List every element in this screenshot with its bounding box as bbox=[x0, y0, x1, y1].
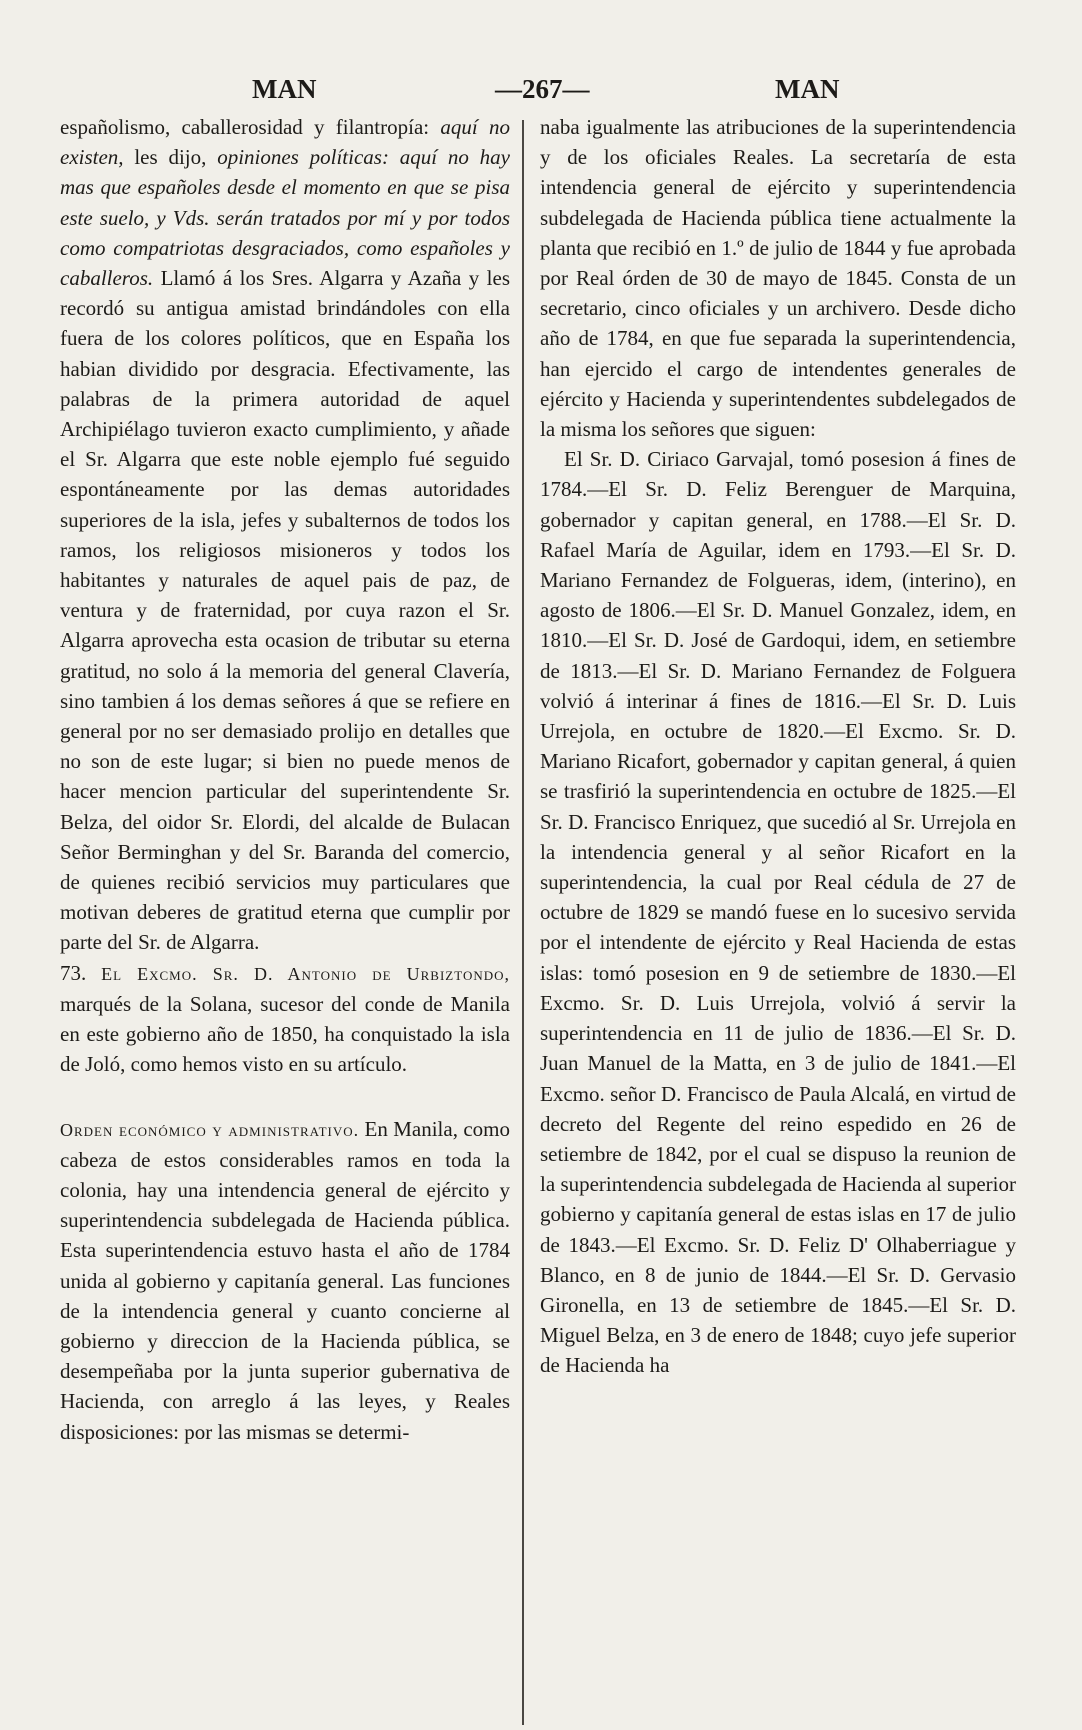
right-paragraph-1: naba igualmente las atribuciones de la superintendencia y de los oficiales Reales. La secretaría de esta intendencia general de ejército y superintendencia subdelegada de Hacienda pública tiene actualmente la planta que recibió en 1.º de julio de 1844 y fue aprobada por Real órden de 30 de mayo de 1845. Consta de un secretario, cinco oficiales y un archivero. Desde dicho año de 1784, en que fue separada la superintendencia, han ejercido el cargo de intendentes generales de ejército y Hacienda y superintendentes subdelegados de la misma los señores que siguen: bbox=[540, 115, 1016, 442]
right-column bbox=[540, 112, 1016, 1381]
left-paragraph-2: 73. El Excmo. Sr. D. Antonio de Urbiztondo, marqués de la Solana, sucesor del conde de Manila en este gobierno año de 1850, ha conquistado la isla de Joló, como hemos visto en su artículo. bbox=[60, 960, 510, 1077]
header-right-word: MAN bbox=[775, 74, 840, 104]
paragraph-spacer bbox=[60, 1080, 510, 1114]
left-paragraph-1: españolismo, caballerosidad y filantropía: aquí no existen, les dijo, opiniones políticas: aquí no hay mas que españoles desde el momento en que se pisa este suelo, y Vds. serán tratados por mí y por todos como compatriotas desgraciados, como españoles y caballeros. Llamó á los Sres. Algarra y Azaña y les recordó su antigua amistad brindándoles con ella fuera de los colores políticos, que en España los habian dividido por desgracia. Efectivamente, las palabras de la primera autoridad de aquel Archipiélago tuvieron exacto cumplimiento, y añade el Sr. Algarra que este noble ejemplo fué seguido espontáneamente por las demas autoridades superiores de la isla, jefes y subalternos de todos los ramos, los religiosos misioneros y todos los habitantes y naturales de aquel pais de paz, de ventura y de fraternidad, por cuya razon el Sr. Algarra aprovecha esta ocasion de tributar su eterna gratitud, no solo á la memoria del general Clavería, sino tambien á los demas señores á que se refiere en general por no ser demasiado prolijo en detalles que no son de este lugar; si bien no puede menos de hacer mencion particular del superintendente Sr. Belza, del oidor Sr. Elordi, del alcalde de Bulacan Señor Berminghan y del Sr. Baranda del comercio, de quienes recibió servicios muy particulares que motivan deberes de gratitud eterna que cumplir por parte del Sr. de Algarra. bbox=[60, 115, 510, 955]
column-divider bbox=[522, 120, 524, 1725]
article-heading: El Excmo. Sr. D. Antonio de Urbiztondo, bbox=[101, 963, 510, 984]
running-header bbox=[0, 74, 1082, 110]
left-column bbox=[60, 112, 510, 1447]
section-heading: Orden económico y administrativo. bbox=[60, 1119, 360, 1140]
right-paragraph-2: El Sr. D. Ciriaco Garvajal, tomó posesion á fines de 1784.—El Sr. D. Feliz Berenguer de Marquina, gobernador y capitan general, en 1788.—El Sr. D. Rafael María de Aguilar, idem en 1793.—El Sr. D. Mariano Fernandez de Folgueras, idem, (interino), en agosto de 1806.—El Sr. D. Manuel Gonzalez, idem, en 1810.—El Sr. D. José de Gardoqui, idem, en setiembre de 1813.—El Sr. D. Mariano Fernandez de Folguera volvió á interinar á fines de 1816.—El Sr. D. Luis Urrejola, en octubre de 1820.—El Excmo. Sr. D. Mariano Ricafort, gobernador y capitan general, á quien se trasfirió la superintendencia en octubre de 1825.—El Sr. D. Francisco Enriquez, que sucedió al Sr. Urrejola en la intendencia general y al señor Ricafort en la superintendencia, la cual por Real cédula de 27 de octubre de 1829 se mandó fuese en lo sucesivo servida por el intendente de ejército y Real Hacienda de estas islas: tomó posesion en 9 de setiembre de 1830.—El Excmo. Sr. D. Luis Urrejola, volvió á servir la superintendencia en 11 de julio de 1836.—El Sr. D. Juan Manuel de la Matta, en 3 de julio de 1841.—El Excmo. señor D. Francisco de Paula Alcalá, en virtud de decreto del Regente del reino espedido en 26 de setiembre de 1842, por el cual se dispuso la reunion de la superintendencia subdelegada de Hacienda al superior gobierno y capitanía general de estas islas en 17 de julio de 1843.—El Excmo. Sr. D. Feliz D' Olhaberriague y Blanco, en 8 de junio de 1844.—El Sr. D. Gervasio Gironella, en 13 de setiembre de 1845.—El Sr. D. Miguel Belza, en 3 de enero de 1848; cuyo jefe superior de Hacienda ha bbox=[540, 447, 1016, 1378]
left-paragraph-3: Orden económico y administrativo. En Manila, como cabeza de estos considerables ramos en toda la colonia, hay una intendencia general de ejército y superintendencia subdelegada de Hacienda pública. Esta superintendencia estuvo hasta el año de 1784 unida al gobierno y capitanía general. Las funciones de la intendencia general y cuanto concierne al gobierno y direccion de la Hacienda pública, se desempeñaba por la junta superior gubernativa de Hacienda, con arreglo á las leyes, y Reales disposiciones: por las mismas se determi- bbox=[60, 1116, 510, 1444]
page-number: —267— bbox=[495, 74, 590, 104]
header-left-word: MAN bbox=[252, 74, 317, 104]
article-number: 73. bbox=[60, 960, 87, 985]
